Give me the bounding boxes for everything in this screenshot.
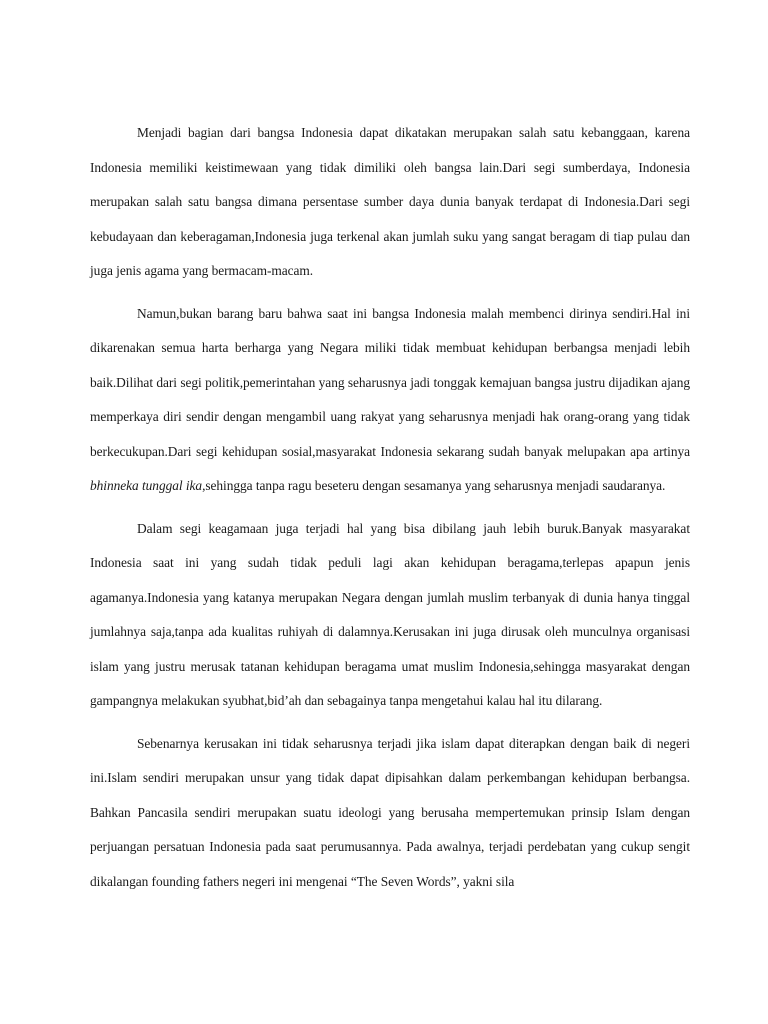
paragraph-1: [90, 116, 690, 289]
paragraph-text: Dalam segi keagamaan juga terjadi hal yang bisa dibilang jauh lebih buruk.Banyak masyarakat Indonesia saat ini yang sudah tidak peduli lagi akan kehidupan beragama,terlepas apapun jenis agamanya.Indonesia yang katanya merupakan Negara dengan jumlah muslim terbanyak di dunia hanya tinggal jumlahnya saja,tanpa ada kualitas ruhiyah di dalamnya.Kerusakan ini juga dirusak oleh munculnya organisasi islam yang justru merusak tatanan kehidupan beragama umat muslim Indonesia,sehingga masyarakat dengan gampangnya melakukan syubhat,bid’ah dan sebagainya tanpa mengetahui kalau hal itu dilarang.: [90, 520, 690, 708]
document-page: [90, 116, 690, 907]
paragraph-text: Sebenarnya kerusakan ini tidak seharusnya terjadi jika islam dapat diterapkan dengan baik di negeri ini.Islam sendiri merupakan unsur yang tidak dapat dipisahkan dalam perkembangan kehidupan berbangsa. Bahkan Pancasila sendiri merupakan suatu ideologi yang berusaha mempertemukan prinsip Islam dengan perjuangan persatuan Indonesia pada saat perumusannya. Pada awalnya, terjadi perdebatan yang cukup sengit dikalangan founding fathers negeri ini mengenai “The Seven Words”, yakni sila: [90, 735, 690, 889]
paragraph-4: [90, 727, 690, 900]
paragraph-text: ,sehingga tanpa ragu beseteru dengan sesamanya yang seharusnya menjadi saudaranya.: [202, 478, 666, 493]
paragraph-text: Namun,bukan barang baru bahwa saat ini bangsa Indonesia malah membenci dirinya sendiri.Hal ini dikarenakan semua harta berharga yang Negara miliki tidak membuat kehidupan berbangsa menjadi lebih baik.Dilihat dari segi politik,pemerintahan yang seharusnya jadi tonggak kemajuan bangsa justru dijadikan ajang memperkaya diri sendir dengan mengambil uang rakyat yang seharusnya menjadi hak orang-orang yang tidak berkecukupan.Dari segi kehidupan sosial,masyarakat Indonesia sekarang sudah banyak melupakan apa artinya: [90, 305, 690, 459]
paragraph-3: [90, 512, 690, 719]
paragraph-2: [90, 297, 690, 504]
italic-phrase: bhinneka tunggal ika: [90, 478, 203, 493]
paragraph-text: Menjadi bagian dari bangsa Indonesia dapat dikatakan merupakan salah satu kebanggaan, karena Indonesia memiliki keistimewaan yang tidak dimiliki oleh bangsa lain.Dari segi sumberdaya, Indonesia merupakan salah satu bangsa dimana persentase sumber daya dunia banyak terdapat di Indonesia.Dari segi kebudayaan dan keberagaman,Indonesia juga terkenal akan jumlah suku yang sangat beragam di tiap pulau dan juga jenis agama yang bermacam-macam.: [90, 125, 690, 278]
